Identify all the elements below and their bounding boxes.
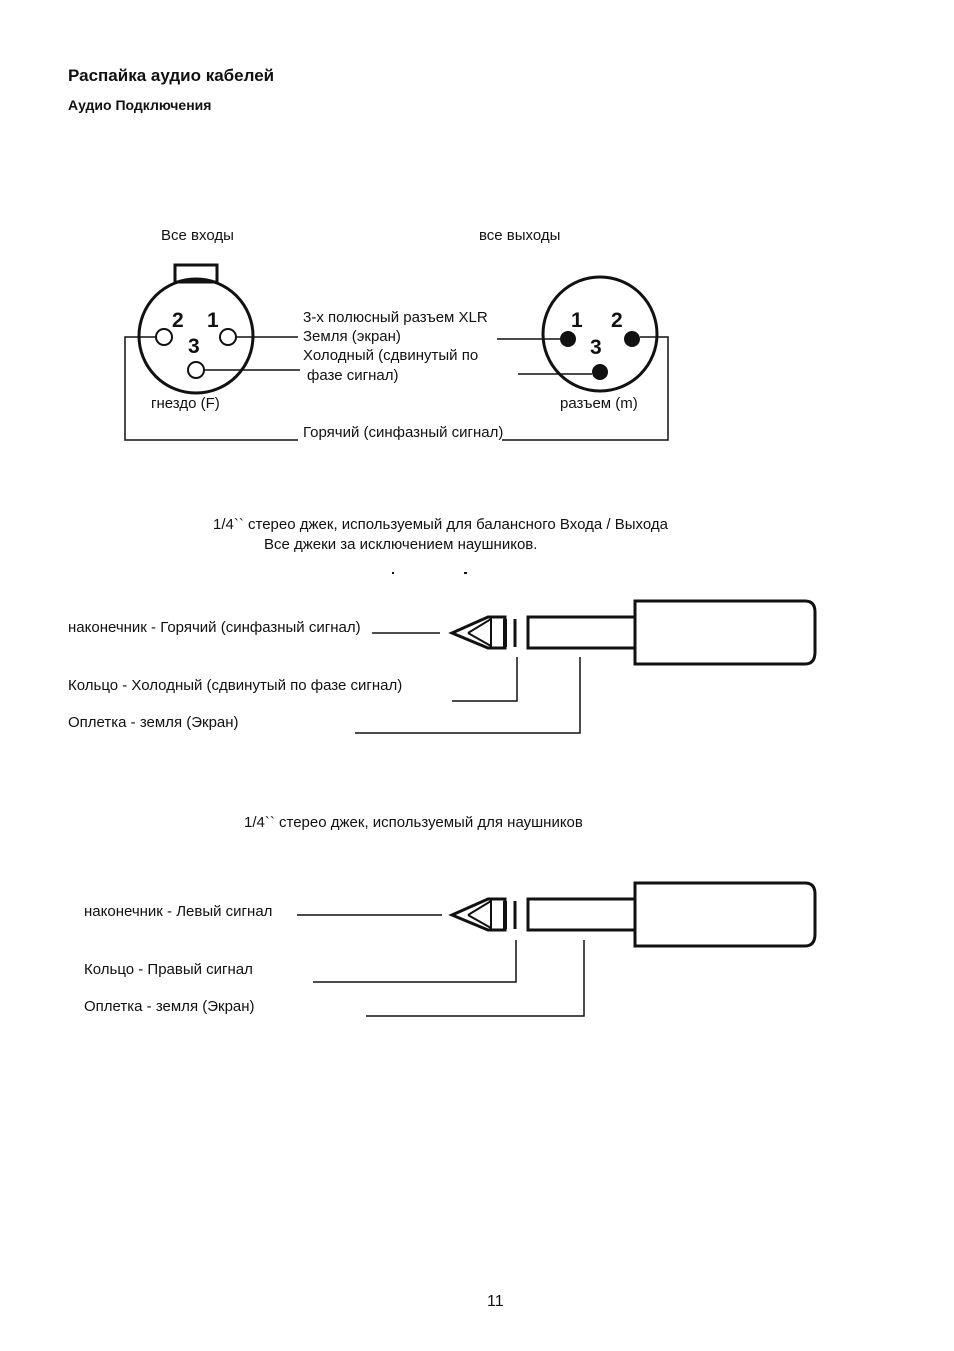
xlr-female-connector xyxy=(139,265,253,393)
xlr-hot-label: Горячий (синфазный сигнал) xyxy=(303,424,504,441)
headphone-sleeve-label: Оплетка - земля (Экран) xyxy=(84,998,255,1015)
xlr-cold-label-2: фазе сигнал) xyxy=(307,367,399,384)
xlr-inputs-label: Все входы xyxy=(161,227,234,244)
xlr-connector-desc: 3-х полюсный разъем XLR xyxy=(303,309,488,326)
xlr-ground-label: Земля (экран) xyxy=(303,328,401,345)
balanced-ring-label: Кольцо - Холодный (сдвинутый по фазе сигнал) xyxy=(68,677,403,694)
headphone-jack-caption: 1/4`` стерео джек, используемый для наушников xyxy=(244,814,583,831)
xlr-cold-label-1: Холодный (сдвинутый по xyxy=(303,347,479,364)
xlr-female-label: гнездо (F) xyxy=(151,395,220,412)
xlr-female-pin2-num: 2 xyxy=(172,309,184,332)
headphone-tip-label: наконечник - Левый сигнал xyxy=(84,903,273,920)
balanced-jack-plug xyxy=(452,601,815,664)
xlr-male-pin-2 xyxy=(624,331,640,347)
headphone-jack-plug xyxy=(452,883,815,946)
page-title: Распайка аудио кабелей xyxy=(68,66,275,85)
balanced-tip-label: наконечник - Горячий (синфазный сигнал) xyxy=(68,619,361,636)
xlr-female-pin1-num: 1 xyxy=(207,309,219,332)
xlr-male-pin2-num: 2 xyxy=(611,309,623,332)
xlr-male-pin3-num: 3 xyxy=(590,336,602,359)
page-subtitle: Аудио Подключения xyxy=(68,97,212,113)
xlr-male-label: разъем (m) xyxy=(560,395,638,412)
xlr-male-pin-1 xyxy=(560,331,576,347)
xlr-male-pin-3 xyxy=(592,364,608,380)
balanced-sleeve-label: Оплетка - земля (Экран) xyxy=(68,714,239,731)
headphone-ring-label: Кольцо - Правый сигнал xyxy=(84,961,253,978)
page-number: 11 xyxy=(487,1293,504,1310)
xlr-male-pin1-num: 1 xyxy=(571,309,583,332)
balanced-jack-caption-2: Все джеки за исключением наушников. xyxy=(264,536,538,553)
xlr-outputs-label: все выходы xyxy=(479,227,561,244)
balanced-jack-caption-1: 1/4`` стерео джек, используемый для балансного Входа / Выхода xyxy=(213,516,668,533)
xlr-female-pin3-num: 3 xyxy=(188,335,200,358)
